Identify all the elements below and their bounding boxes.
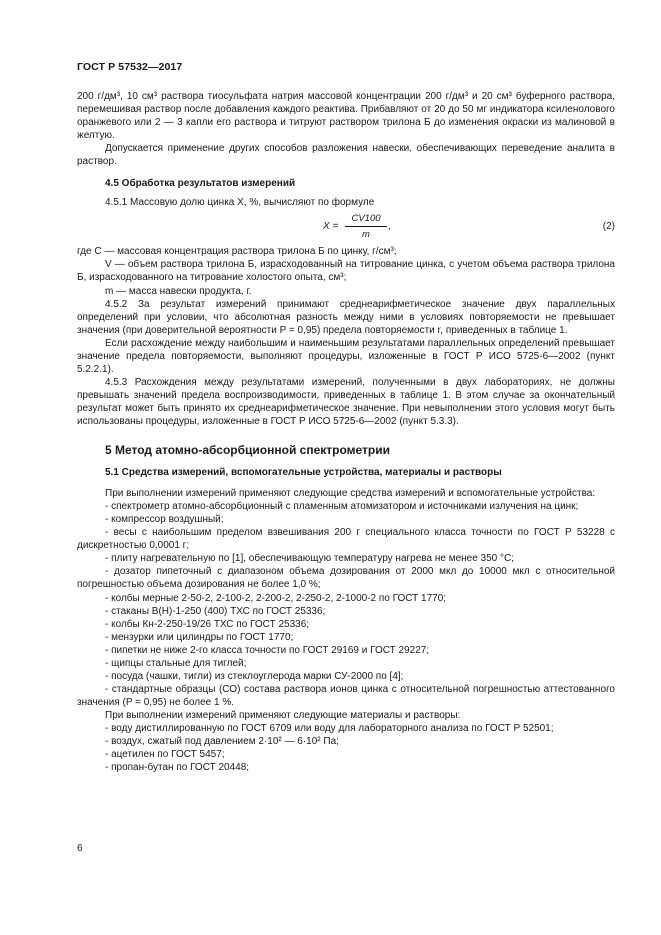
list-item: - стаканы В(Н)-1-250 (400) ТХС по ГОСТ 25336;: [105, 605, 326, 617]
list-item: - стандартные образцы (СО) состава раствора ионов цинка с относительной погрешностью аттестованного значения (P = 0,95) не более 1 %.: [77, 683, 615, 708]
formula-lhs: X =: [323, 221, 339, 233]
paragraph: При выполнении измерений применяют следующие средства измерений и вспомогательные устройства:: [105, 488, 596, 500]
where-c: где C — массовая концентрация раствора трилона Б по цинку, г/см³;: [77, 246, 397, 258]
formula-numerator: CV100: [345, 212, 387, 227]
list-item: - компрессор воздушный;: [105, 514, 224, 526]
list-item: - плиту нагревательную по [1], обеспечивающую температуру нагрева не менее 350 °С;: [105, 553, 515, 565]
list-item: - щипцы стальные для тиглей;: [105, 657, 247, 669]
document-body: [77, 90, 615, 774]
list-item: - колбы Кн-2-250-19/26 ТХС по ГОСТ 25336;: [105, 618, 310, 630]
section-heading-5: 5 Метод атомно-абсорбционной спектрометрии: [105, 443, 391, 458]
list-item: - воздух, сжатый под давлением 2·10² — 6·10² Па;: [105, 736, 339, 748]
where-m: m — масса навески продукта, г.: [105, 285, 252, 297]
paragraph: Если расхождение между наибольшим и наименьшим результатами параллельных определений превышает значение предела повторяемости, выполняют процедуры, изложенные в ГОСТ Р ИСО 5725-6—2002 (пункт 5.2.2.1).: [77, 337, 615, 375]
list-item: - спектрометр атомно-абсорбционный с пламенным атомизатором и источниками излучения на цинк;: [105, 501, 579, 513]
formula-number: (2): [602, 221, 615, 233]
list-item: - ацетилен по ГОСТ 5457;: [105, 749, 225, 761]
list-item: - дозатор пипеточный с диапазоном объема дозирования от 2000 мкл до 10000 мкл с относительной погрешностью объема дозирования не более 1,0 %;: [77, 566, 615, 591]
paragraph: Допускается применение других способов разложения навески, обеспечивающих переведение аналита в раствор.: [77, 143, 615, 168]
formula-comma: ,: [388, 221, 391, 233]
where-v: V — объем раствора трилона Б, израсходованный на титрование цинка, с учетом объема раствора трилона Б, израсходованного на титрование холостого опыта, см³;: [77, 259, 615, 284]
equipment-list: [77, 500, 615, 709]
section-heading-5-1: 5.1 Средства измерений, вспомогательные устройства, материалы и растворы: [105, 467, 502, 479]
list-item: - колбы мерные 2-50-2, 2-100-2, 2-200-2, 2-250-2, 2-1000-2 по ГОСТ 1770;: [105, 592, 447, 604]
paragraph: 4.5.3 Расхождения между результатами измерений, полученными в двух лабораториях, не должны превышать значений предела воспроизводимости, приведенных в таблице 1. В этом случае за окончательный результат может быть принято их среднеарифметическое значение. При невыполнении этого условия могут быть использованы процедуры, изложенные в ГОСТ Р ИСО 5725-6—2002 (пункт 5.3.3).: [77, 376, 615, 427]
list-item: - пипетки не ниже 2-го класса точности по ГОСТ 29169 и ГОСТ 29227;: [105, 644, 430, 656]
paragraph: 200 г/дм³, 10 см³ раствора тиосульфата натрия массовой концентрации 200 г/дм³ и 20 см³ буферного раствора, перемешивая раствор после добавления каждого реактива. Прибавляют от 20 до 50 мг индикатора ксиленолового оранжевого или 2 — 3 капли его раствора и титруют раствором трилона Б до изменения окраски из малиновой в желтую.: [77, 91, 615, 142]
formula-fraction: [345, 212, 387, 241]
document-header: ГОСТ Р 57532—2017: [77, 61, 183, 73]
list-item: - посуда (чашки, тигли) из стеклоуглерода марки СУ-2000 по [4];: [105, 670, 404, 682]
formula-denominator: m: [362, 229, 370, 241]
list-item: - воду дистиллированную по ГОСТ 6709 или воду для лабораторного анализа по ГОСТ Р 52501;: [105, 722, 554, 734]
page-number: 6: [77, 843, 83, 854]
list-item: - мензурки или цилиндры по ГОСТ 1770;: [105, 631, 294, 643]
materials-list: [77, 722, 615, 774]
paragraph: При выполнении измерений применяют следующие материалы и растворы:: [105, 709, 461, 721]
paragraph: 4.5.1 Массовую долю цинка X, %, вычисляют по формуле: [105, 197, 375, 209]
list-item: - весы с наибольшим пределом взвешивания 200 г специального класса точности по ГОСТ Р 53228 с дискретностью 0,0001 г;: [77, 527, 615, 552]
paragraph: 4.5.2 За результат измерений принимают среднеарифметическое значение двух параллельных определений при условии, что абсолютная разность между ними в условиях повторяемости не превышает значения (при доверительной вероятности P = 0,95) предела повторяемости r, приведенных в таблице 1.: [77, 298, 615, 336]
section-heading-4-5: 4.5 Обработка результатов измерений: [105, 178, 296, 190]
formula: [77, 212, 615, 242]
list-item: - пропан-бутан по ГОСТ 20448;: [105, 762, 250, 774]
